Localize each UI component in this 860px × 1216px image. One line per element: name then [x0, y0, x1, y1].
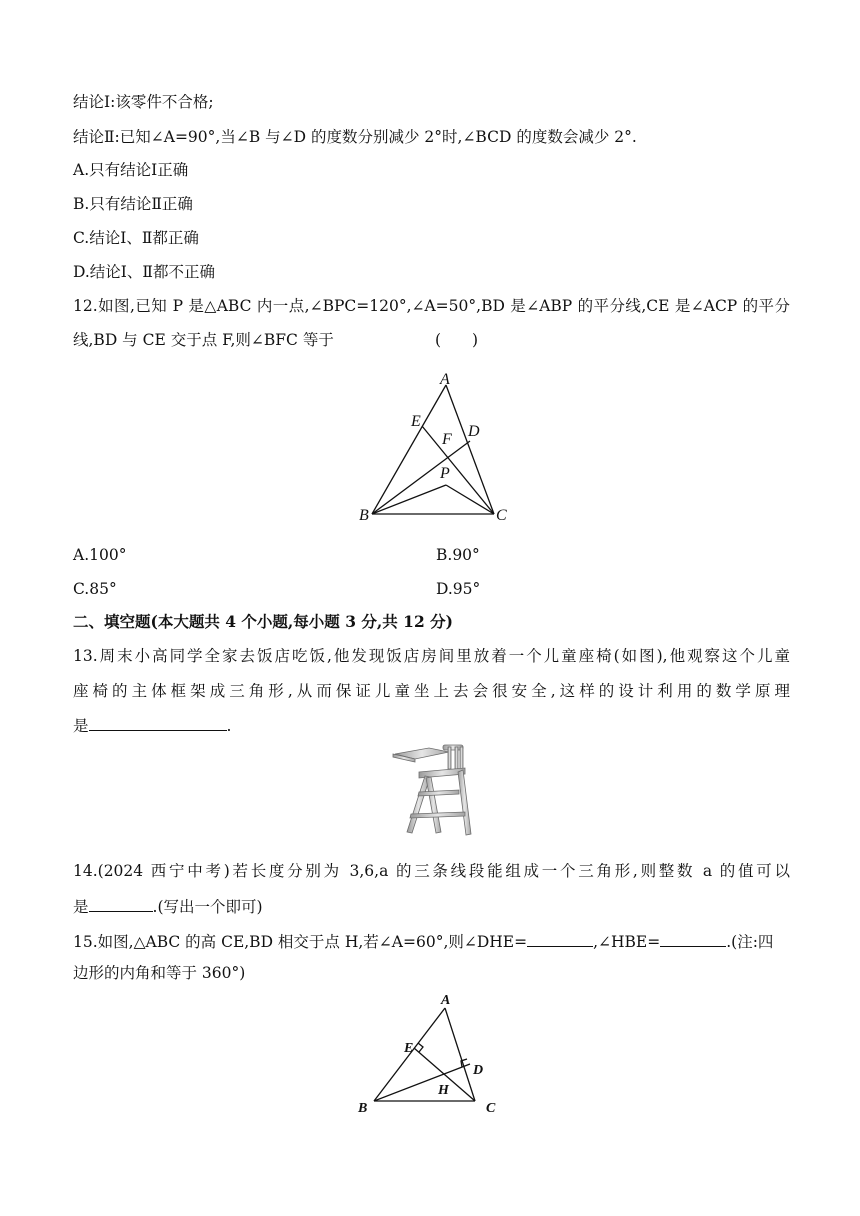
segment-ac	[445, 1008, 475, 1101]
q11-option-a: A.只有结论Ⅰ正确	[73, 161, 189, 179]
q11-option-d: D.结论Ⅰ、Ⅱ都不正确	[73, 263, 215, 281]
q13-stem-line2: 座椅的主体框架成三角形,从而保证儿童坐上去会很安全,这样的设计利用的数学原理	[73, 682, 790, 700]
q12-option-b: B.90°	[436, 546, 480, 564]
q15-part-c: .(注:四	[726, 933, 774, 951]
segment-ce	[422, 426, 494, 514]
q12-option-a: A.100°	[73, 546, 127, 564]
label-a: A	[440, 371, 450, 388]
label-c: C	[496, 507, 507, 524]
label-b: B	[359, 507, 369, 524]
section-2-title: 二、填空题(本大题共 4 个小题,每小题 3 分,共 12 分)	[73, 612, 453, 631]
segment-ac	[446, 385, 494, 514]
label-a: A	[441, 993, 451, 1008]
q11-option-b: B.只有结论Ⅱ正确	[73, 195, 193, 213]
q13-prefix: 是	[73, 717, 89, 735]
segment-bp	[372, 485, 446, 514]
q15-part-b: ,∠HBE=	[593, 933, 661, 951]
q14-prefix: 是	[73, 898, 89, 916]
q13-suffix: .	[226, 717, 232, 735]
label-d: D	[473, 1063, 484, 1078]
q14-answer-blank[interactable]	[89, 894, 153, 912]
label-h: H	[438, 1083, 449, 1098]
q12-option-c: C.85°	[73, 580, 117, 598]
q13-answer-blank[interactable]	[89, 713, 227, 731]
q13-stem-line1: 13.周末小高同学全家去饭店吃饭,他发现饭店房间里放着一个儿童座椅(如图),他观察这个儿童	[73, 647, 790, 665]
q14-stem-line1: 14.(2024 西宁中考)若长度分别为 3,6,a 的三条线段能组成一个三角形,则整数 a 的值可以	[73, 862, 790, 880]
q14-suffix: .(写出一个即可)	[152, 898, 263, 916]
label-c: C	[486, 1101, 496, 1116]
q11-option-c: C.结论Ⅰ、Ⅱ都正确	[73, 229, 199, 247]
q15-part-a: 15.如图,△ABC 的高 CE,BD 相交于点 H,若∠A=60°,则∠DHE=	[73, 933, 528, 951]
q12-answer-paren: ( )	[435, 331, 479, 349]
q15-stem-line2: 边形的内角和等于 360°)	[73, 964, 246, 982]
q15-blank-dhe[interactable]	[527, 929, 593, 947]
q12-stem-line2: 线,BD 与 CE 交于点 F,则∠BFC 等于	[73, 331, 334, 349]
label-b: B	[358, 1101, 368, 1116]
child-high-chair-image	[389, 742, 477, 838]
q14-stem-line2	[73, 894, 263, 918]
label-f: F	[442, 431, 452, 448]
label-e: E	[411, 413, 421, 430]
q12-stem-line1: 12.如图,已知 P 是△ABC 内一点,∠BPC=120°,∠A=50°,BD 是∠ABP 的平分线,CE 是∠ACP 的平分	[73, 297, 790, 315]
segment-pc	[446, 485, 494, 514]
right-angle-mark-e	[418, 1043, 423, 1052]
q15-stem-line1	[73, 929, 773, 953]
q15-blank-hbe[interactable]	[660, 929, 726, 947]
label-d: D	[468, 423, 480, 440]
conclusion-1: 结论Ⅰ:该零件不合格;	[73, 93, 214, 111]
label-p: P	[440, 465, 450, 482]
segment-bd	[372, 441, 470, 514]
q12-triangle-figure	[355, 368, 515, 528]
q13-stem-line3	[73, 713, 231, 737]
conclusion-2: 结论Ⅱ:已知∠A=90°,当∠B 与∠D 的度数分别减少 2°时,∠BCD 的度数会减少 2°.	[73, 128, 637, 146]
q15-triangle-figure	[350, 990, 510, 1118]
label-e: E	[404, 1041, 414, 1056]
segment-ab	[372, 385, 446, 514]
q12-option-d: D.95°	[436, 580, 481, 598]
